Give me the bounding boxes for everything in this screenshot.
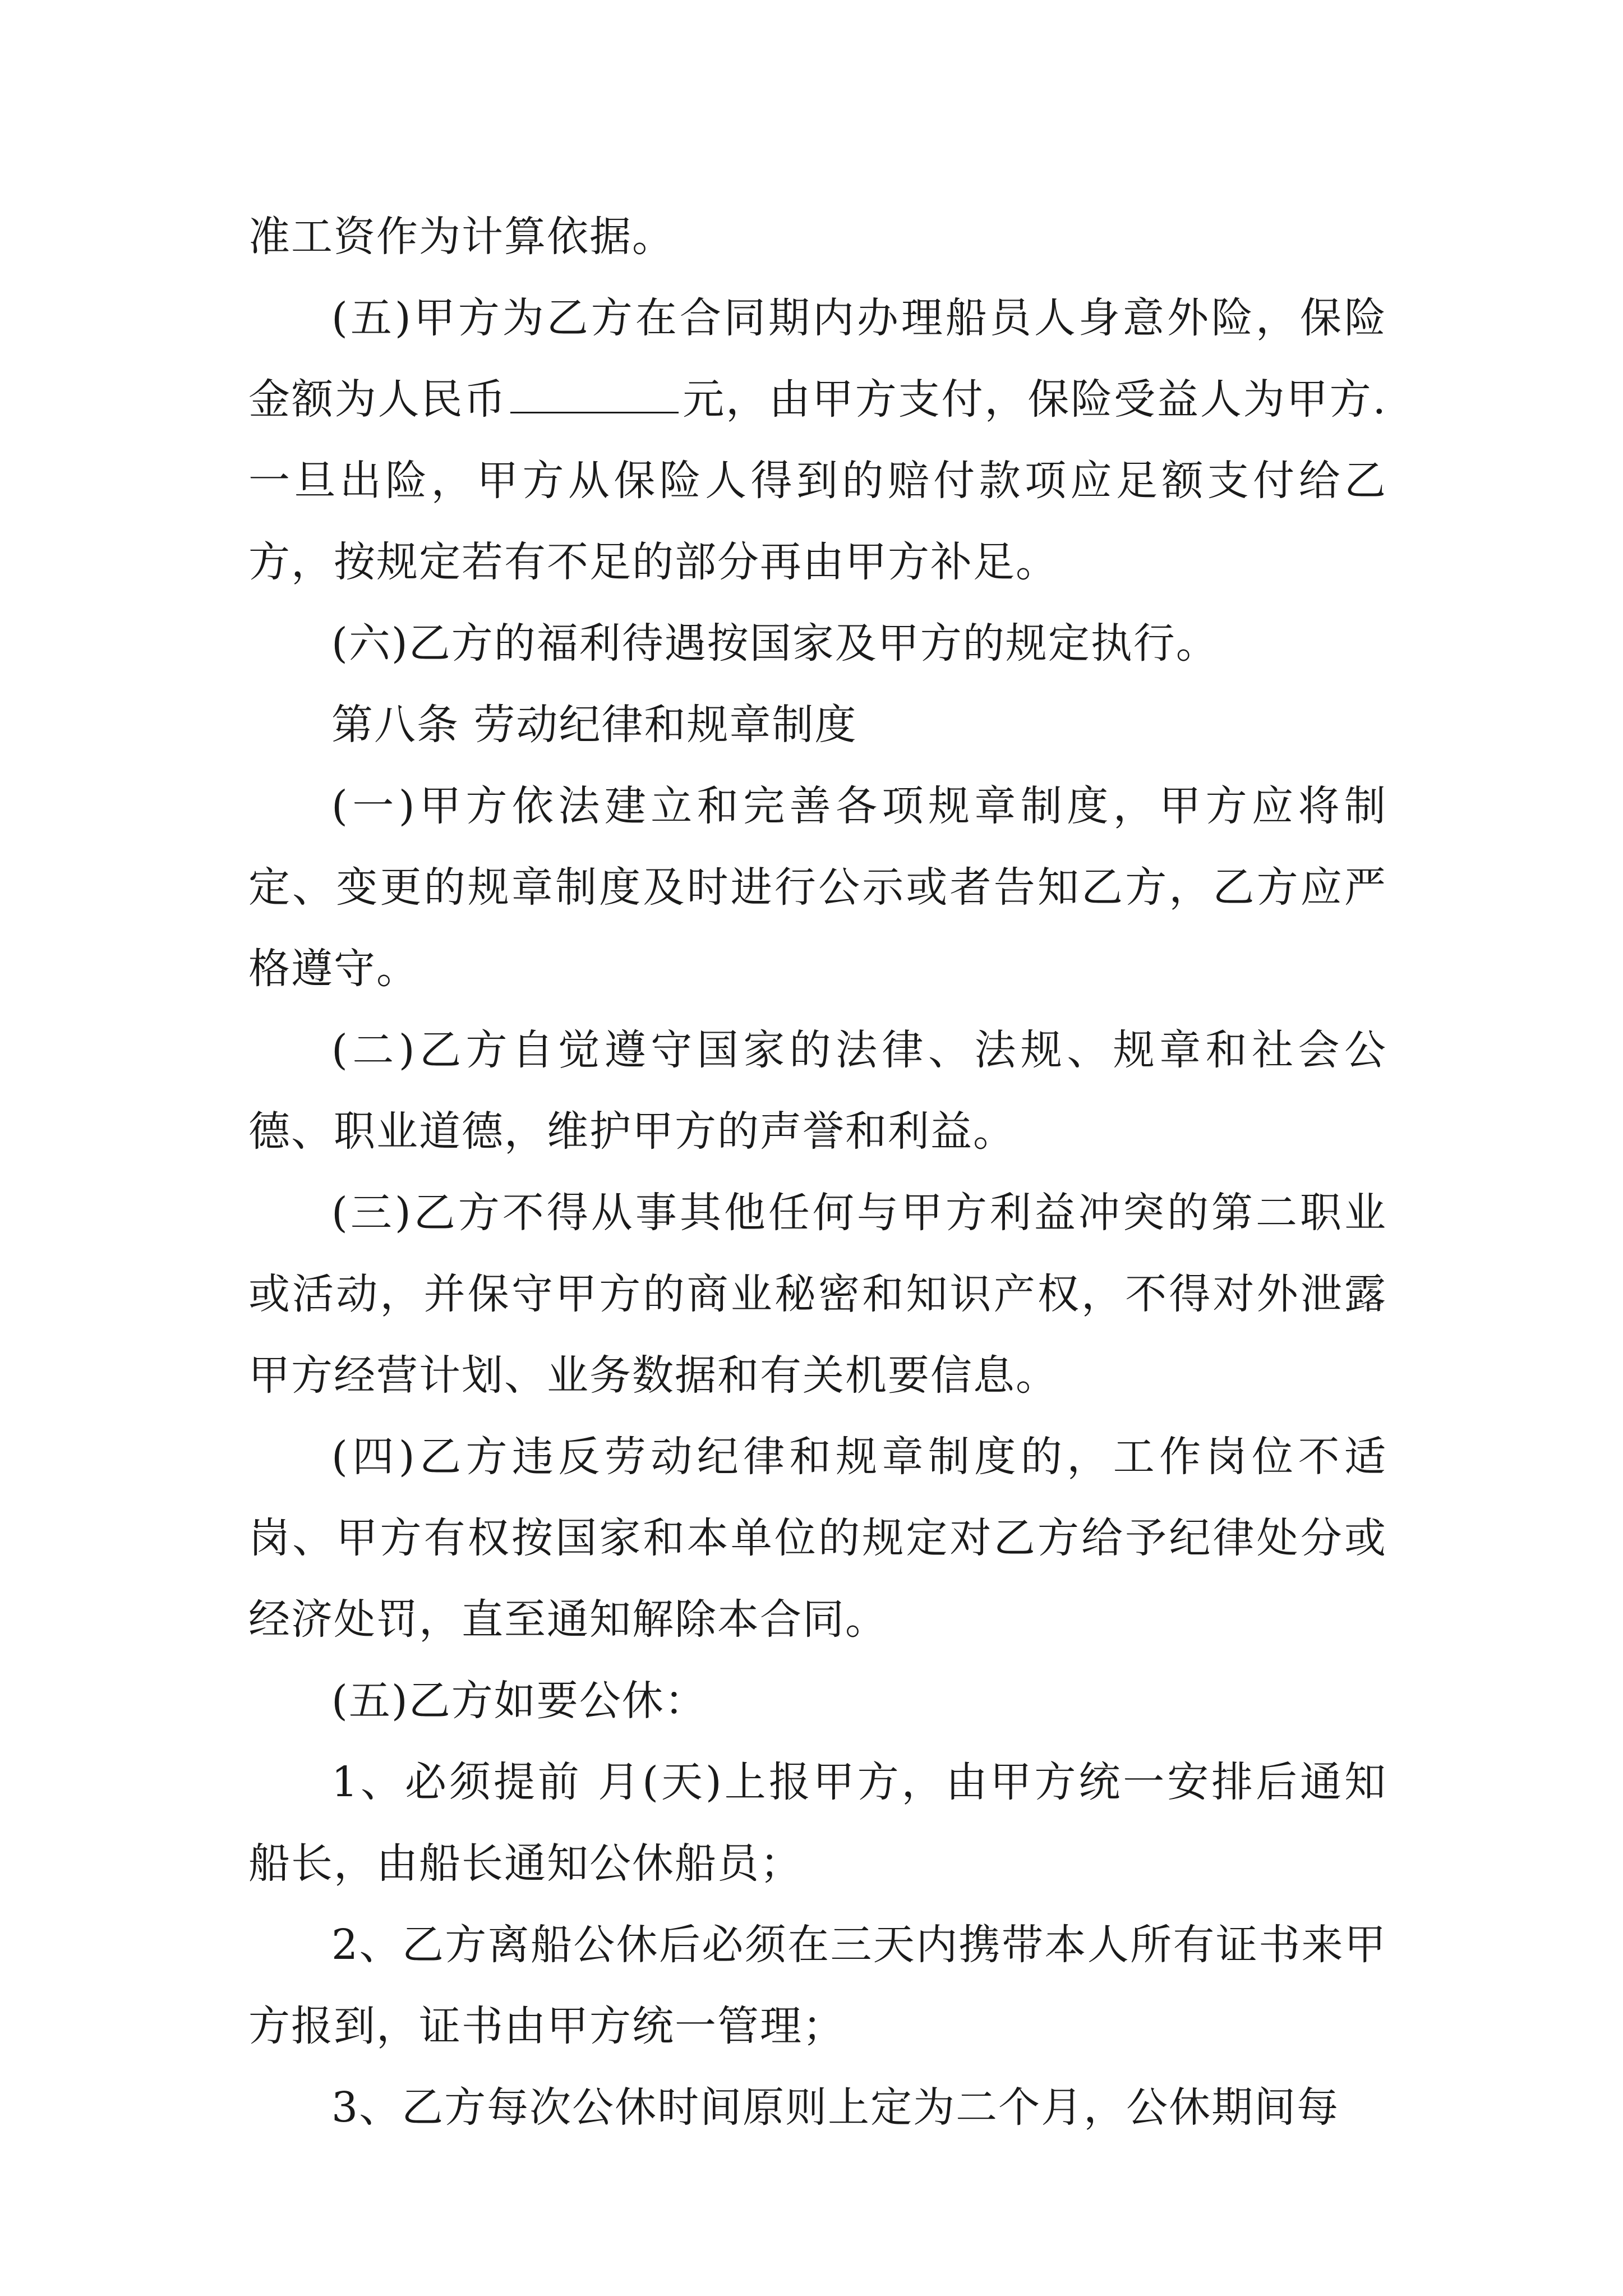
paragraph-rules-2: (二)乙方自觉遵守国家的法律、法规、规章和社会公德、职业道德，维护甲方的声誉和利益。 xyxy=(248,1026,1387,1156)
list-item-1: 1、必须提前 月(天)上报甲方，由甲方统一安排后通知船长，由船长通知公休船员； xyxy=(248,1758,1387,1888)
paragraph-continuation: 准工资作为计算依据。 xyxy=(248,213,675,261)
paragraph-rules-4: (四)乙方违反劳动纪律和规章制度的，工作岗位不适岗、甲方有权按国家和本单位的规定对乙方给予纪律处分或经济处罚，直至通知解除本合同。 xyxy=(248,1433,1387,1644)
article-heading: 第八条 劳动纪律和规章制度 xyxy=(331,701,857,749)
paragraph-rules-3: (三)乙方不得从事其他任何与甲方利益冲突的第二职业或活动，并保守甲方的商业秘密和知识产权，不得对外泄露甲方经营计划、业务数据和有关机要信息。 xyxy=(248,1189,1387,1400)
list-item-3: 3、乙方每次公休时间原则上定为二个月，公休期间每 xyxy=(331,2083,1340,2132)
amount-blank-line xyxy=(510,379,679,413)
paragraph-rules-5: (五)乙方如要公休： xyxy=(331,1677,707,1725)
list-item-2: 2、乙方离船公休后必须在三天内携带本人所有证书来甲方报到，证书由甲方统一管理； xyxy=(248,1921,1387,2050)
document-body xyxy=(248,196,1387,2148)
paragraph-insurance xyxy=(248,278,1387,603)
paragraph-welfare: (六)乙方的福利待遇按国家及甲方的规定执行。 xyxy=(331,619,1219,668)
paragraph-insurance-part2: 元，由甲方支付，保险受益人为甲方.一旦出险，甲方从保险人得到的赔付款项应足额支付给乙方，按规定若有不足的部分再由甲方补足。 xyxy=(248,375,1387,586)
paragraph-rules-1: (一)甲方依法建立和完善各项规章制度，甲方应将制定、变更的规章制度及时进行公示或者告知乙方，乙方应严格遵守。 xyxy=(248,782,1387,993)
paragraph-insurance-part1: (五)甲方为乙方在合同期内办理船员人身意外险，保险金额为人民币 xyxy=(248,294,1387,424)
